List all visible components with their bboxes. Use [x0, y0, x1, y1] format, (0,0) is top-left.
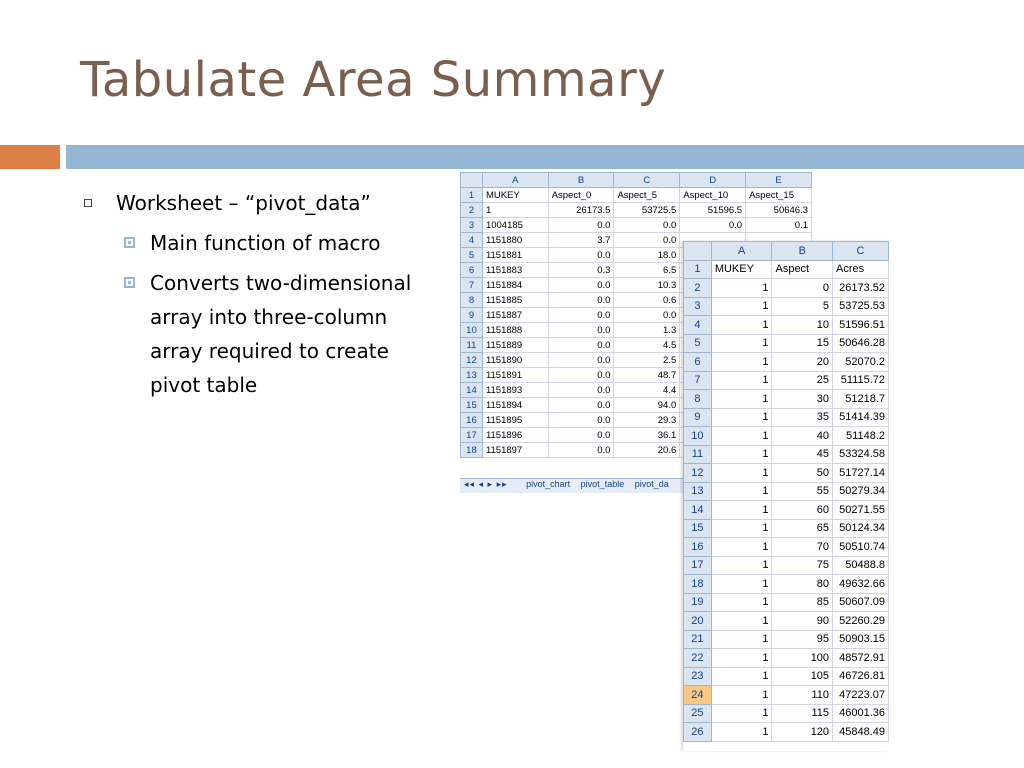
- accent-bar-blue: [66, 145, 1024, 169]
- spreadsheet-grid: [683, 241, 889, 742]
- bullet-worksheet: [80, 186, 440, 220]
- cell[interactable]: 0.0: [614, 308, 680, 323]
- cell[interactable]: 0: [772, 279, 833, 298]
- row-header[interactable]: 5: [461, 248, 483, 263]
- cell[interactable]: 49632.66: [833, 575, 889, 594]
- table-row: [684, 334, 889, 353]
- row-header[interactable]: 13: [461, 368, 483, 383]
- cell[interactable]: 18.0: [614, 248, 680, 263]
- cell[interactable]: 1: [711, 501, 772, 520]
- row-header[interactable]: 23: [684, 667, 712, 686]
- cell[interactable]: 0.0: [548, 443, 614, 458]
- cell[interactable]: 45848.49: [833, 723, 889, 742]
- cell[interactable]: 0.0: [548, 398, 614, 413]
- cell[interactable]: 85: [772, 593, 833, 612]
- cell[interactable]: 1: [711, 279, 772, 298]
- select-all-corner[interactable]: [461, 173, 483, 188]
- bullet-text: Worksheet – “pivot_data”: [116, 191, 371, 215]
- cell[interactable]: 0.0: [548, 293, 614, 308]
- cell[interactable]: 0.0: [548, 428, 614, 443]
- cell[interactable]: Aspect_15: [746, 188, 812, 203]
- cell[interactable]: 52260.29: [833, 612, 889, 631]
- cell[interactable]: 95: [772, 630, 833, 649]
- cell[interactable]: 50646.3: [746, 203, 812, 218]
- cell[interactable]: 26173.5: [548, 203, 614, 218]
- cell[interactable]: 1: [711, 390, 772, 409]
- row-header[interactable]: 1: [684, 260, 712, 279]
- cell[interactable]: 1: [711, 353, 772, 372]
- column-header[interactable]: C: [833, 242, 889, 261]
- row-header[interactable]: 10: [461, 323, 483, 338]
- table-row: [684, 353, 889, 372]
- cell[interactable]: 1: [711, 667, 772, 686]
- row-header[interactable]: 15: [461, 398, 483, 413]
- cell[interactable]: 1: [711, 427, 772, 446]
- row-header[interactable]: 8: [684, 390, 712, 409]
- bullet-text: Main function of macro: [150, 231, 381, 255]
- cell[interactable]: 1: [711, 686, 772, 705]
- row-header[interactable]: 21: [684, 630, 712, 649]
- cell[interactable]: 0.0: [680, 218, 746, 233]
- cell[interactable]: 1151891: [482, 368, 548, 383]
- spreadsheet-three-column: [683, 241, 889, 751]
- cell[interactable]: 1151897: [482, 443, 548, 458]
- row-header[interactable]: 14: [461, 383, 483, 398]
- cell[interactable]: 94.0: [614, 398, 680, 413]
- cell[interactable]: 1: [711, 464, 772, 483]
- cell[interactable]: 1151893: [482, 383, 548, 398]
- column-header[interactable]: E: [746, 173, 812, 188]
- row-header[interactable]: 2: [684, 279, 712, 298]
- cell[interactable]: 1151884: [482, 278, 548, 293]
- cell[interactable]: 0.0: [548, 218, 614, 233]
- cell[interactable]: 1: [711, 593, 772, 612]
- cell[interactable]: 50279.34: [833, 482, 889, 501]
- cell[interactable]: 50488.8: [833, 556, 889, 575]
- row-header[interactable]: 17: [461, 428, 483, 443]
- cell[interactable]: 110: [772, 686, 833, 705]
- row-header[interactable]: 6: [461, 263, 483, 278]
- cell[interactable]: 26173.52: [833, 279, 889, 298]
- table-row: [684, 538, 889, 557]
- cell[interactable]: 4.4: [614, 383, 680, 398]
- cell[interactable]: 60: [772, 501, 833, 520]
- cell[interactable]: 75: [772, 556, 833, 575]
- cell[interactable]: Acres: [833, 260, 889, 279]
- table-row: [684, 630, 889, 649]
- cell[interactable]: 100: [772, 649, 833, 668]
- tab-pivot-table[interactable]: pivot_table: [580, 479, 625, 489]
- bullet-text: Converts two-dimensional array into three-column array required to create pivot table: [150, 271, 412, 397]
- cell[interactable]: 1: [711, 704, 772, 723]
- cell[interactable]: 1151883: [482, 263, 548, 278]
- cell[interactable]: 1: [711, 482, 772, 501]
- sheet-tab-bar: [460, 478, 710, 493]
- cell[interactable]: 48572.91: [833, 649, 889, 668]
- cell[interactable]: 53324.58: [833, 445, 889, 464]
- cell[interactable]: 0.0: [548, 248, 614, 263]
- row-header[interactable]: 9: [461, 308, 483, 323]
- slide-title: Tabulate Area Summary: [80, 52, 667, 108]
- row-header[interactable]: 10: [684, 427, 712, 446]
- column-header[interactable]: C: [614, 173, 680, 188]
- cell[interactable]: 50646.28: [833, 334, 889, 353]
- table-row: [684, 482, 889, 501]
- cell[interactable]: 0.0: [614, 233, 680, 248]
- row-header[interactable]: 7: [461, 278, 483, 293]
- cell[interactable]: 0.0: [548, 413, 614, 428]
- cell[interactable]: 1: [711, 334, 772, 353]
- table-row: [461, 203, 812, 218]
- cell[interactable]: Aspect_10: [680, 188, 746, 203]
- table-row: [684, 371, 889, 390]
- table-row: [684, 501, 889, 520]
- row-header[interactable]: 15: [684, 519, 712, 538]
- cell[interactable]: 1151890: [482, 353, 548, 368]
- cell[interactable]: Aspect: [772, 260, 833, 279]
- cell[interactable]: 0.0: [548, 353, 614, 368]
- cell[interactable]: 0.0: [614, 218, 680, 233]
- row-header[interactable]: 12: [684, 464, 712, 483]
- row-header[interactable]: 4: [461, 233, 483, 248]
- table-row: [684, 667, 889, 686]
- cell[interactable]: 1: [711, 612, 772, 631]
- table-row: [684, 316, 889, 335]
- table-row: [684, 612, 889, 631]
- row-header[interactable]: 19: [684, 593, 712, 612]
- column-header[interactable]: A: [711, 242, 772, 261]
- bullet-converts: [80, 266, 440, 402]
- table-row: [684, 593, 889, 612]
- row-header[interactable]: 3: [461, 218, 483, 233]
- cell[interactable]: 36.1: [614, 428, 680, 443]
- cell[interactable]: 1: [711, 538, 772, 557]
- cell[interactable]: 50271.55: [833, 501, 889, 520]
- row-header[interactable]: 4: [684, 316, 712, 335]
- cell[interactable]: 40: [772, 427, 833, 446]
- row-header[interactable]: 18: [461, 443, 483, 458]
- select-all-corner[interactable]: [684, 242, 712, 261]
- row-header[interactable]: 17: [684, 556, 712, 575]
- cell[interactable]: MUKEY: [482, 188, 548, 203]
- cell[interactable]: 47223.07: [833, 686, 889, 705]
- cell[interactable]: 50607.09: [833, 593, 889, 612]
- row-header[interactable]: 16: [684, 538, 712, 557]
- cell[interactable]: MUKEY: [711, 260, 772, 279]
- sheet-nav-arrows-icon[interactable]: ◂◂ ◂ ▸ ▸▸: [464, 479, 508, 489]
- row-header[interactable]: 11: [684, 445, 712, 464]
- cell[interactable]: 1151894: [482, 398, 548, 413]
- cell[interactable]: 1: [711, 316, 772, 335]
- cell[interactable]: 1: [711, 519, 772, 538]
- cell[interactable]: 1: [711, 556, 772, 575]
- cell[interactable]: 1: [711, 408, 772, 427]
- cell[interactable]: 0.0: [548, 278, 614, 293]
- table-row: [684, 297, 889, 316]
- cell[interactable]: 35: [772, 408, 833, 427]
- accent-bar-orange: [0, 145, 60, 169]
- cell[interactable]: 1004185: [482, 218, 548, 233]
- cell[interactable]: 0.0: [548, 308, 614, 323]
- row-header[interactable]: 8: [461, 293, 483, 308]
- cell[interactable]: 51115.72: [833, 371, 889, 390]
- cell[interactable]: 90: [772, 612, 833, 631]
- table-row: [684, 445, 889, 464]
- cell[interactable]: 1: [711, 630, 772, 649]
- cell[interactable]: 51414.39: [833, 408, 889, 427]
- cell[interactable]: 1: [711, 723, 772, 742]
- cell[interactable]: 1: [711, 297, 772, 316]
- cell[interactable]: 10.3: [614, 278, 680, 293]
- cell[interactable]: 51218.7: [833, 390, 889, 409]
- cell[interactable]: 51596.51: [833, 316, 889, 335]
- cell[interactable]: 1151881: [482, 248, 548, 263]
- cell[interactable]: 46726.81: [833, 667, 889, 686]
- cell[interactable]: 4.5: [614, 338, 680, 353]
- column-header[interactable]: D: [680, 173, 746, 188]
- row-header[interactable]: 22: [684, 649, 712, 668]
- table-row: [684, 575, 889, 594]
- cell[interactable]: 105: [772, 667, 833, 686]
- row-header[interactable]: 25: [684, 704, 712, 723]
- cell[interactable]: 1: [711, 445, 772, 464]
- cell[interactable]: 50124.34: [833, 519, 889, 538]
- cell[interactable]: 0.0: [548, 368, 614, 383]
- table-row: [684, 390, 889, 409]
- row-header[interactable]: 7: [684, 371, 712, 390]
- tab-pivot-data[interactable]: pivot_da: [634, 479, 669, 489]
- cell[interactable]: 1151888: [482, 323, 548, 338]
- table-row: [684, 723, 889, 742]
- bullet-list: [80, 186, 440, 402]
- row-header[interactable]: 16: [461, 413, 483, 428]
- cell[interactable]: 50903.15: [833, 630, 889, 649]
- cell[interactable]: 0.0: [548, 383, 614, 398]
- cell[interactable]: 0.6: [614, 293, 680, 308]
- square-bullet-icon: [124, 277, 135, 288]
- table-row: [684, 279, 889, 298]
- cell[interactable]: 55: [772, 482, 833, 501]
- cell[interactable]: 0.1: [746, 218, 812, 233]
- cell[interactable]: 70: [772, 538, 833, 557]
- cell[interactable]: 50: [772, 464, 833, 483]
- cell[interactable]: 51727.14: [833, 464, 889, 483]
- cell[interactable]: 53725.5: [614, 203, 680, 218]
- cell[interactable]: 52070.2: [833, 353, 889, 372]
- cell[interactable]: 0.0: [548, 323, 614, 338]
- cell[interactable]: 20: [772, 353, 833, 372]
- row-header[interactable]: 1: [461, 188, 483, 203]
- cell[interactable]: 51596.5: [680, 203, 746, 218]
- row-header[interactable]: 2: [461, 203, 483, 218]
- table-row: [684, 464, 889, 483]
- table-row: [684, 704, 889, 723]
- table-row: [684, 519, 889, 538]
- row-header[interactable]: 5: [684, 334, 712, 353]
- cell[interactable]: Aspect_5: [614, 188, 680, 203]
- bullet-main-function: [80, 226, 440, 260]
- cell[interactable]: 53725.53: [833, 297, 889, 316]
- square-bullet-icon: [124, 237, 135, 248]
- cell[interactable]: 1151889: [482, 338, 548, 353]
- cell[interactable]: 5: [772, 297, 833, 316]
- cell[interactable]: 10: [772, 316, 833, 335]
- table-row: [684, 556, 889, 575]
- row-header[interactable]: 24: [684, 686, 712, 705]
- cell[interactable]: 1151880: [482, 233, 548, 248]
- cell[interactable]: 15: [772, 334, 833, 353]
- cell[interactable]: 48.7: [614, 368, 680, 383]
- cell[interactable]: 6.5: [614, 263, 680, 278]
- table-row: [461, 188, 812, 203]
- row-header[interactable]: 14: [684, 501, 712, 520]
- table-row: [684, 649, 889, 668]
- table-row: [684, 427, 889, 446]
- cell[interactable]: 50510.74: [833, 538, 889, 557]
- cell[interactable]: 25: [772, 371, 833, 390]
- table-row: [684, 408, 889, 427]
- row-header[interactable]: 11: [461, 338, 483, 353]
- row-header[interactable]: 20: [684, 612, 712, 631]
- cell[interactable]: 1.3: [614, 323, 680, 338]
- cell[interactable]: 29.3: [614, 413, 680, 428]
- row-header[interactable]: 13: [684, 482, 712, 501]
- square-bullet-icon: [84, 199, 92, 207]
- cell[interactable]: 30: [772, 390, 833, 409]
- row-header[interactable]: 18: [684, 575, 712, 594]
- table-row: [684, 686, 889, 705]
- column-header[interactable]: B: [548, 173, 614, 188]
- column-header[interactable]: B: [772, 242, 833, 261]
- cell[interactable]: 1: [482, 203, 548, 218]
- cell[interactable]: 1151887: [482, 308, 548, 323]
- tab-pivot-chart[interactable]: pivot_chart: [526, 479, 571, 489]
- cell[interactable]: 51148.2: [833, 427, 889, 446]
- row-header[interactable]: 3: [684, 297, 712, 316]
- cell[interactable]: 115: [772, 704, 833, 723]
- cell[interactable]: 45: [772, 445, 833, 464]
- cell[interactable]: Aspect_0: [548, 188, 614, 203]
- cell[interactable]: 46001.36: [833, 704, 889, 723]
- table-row: [461, 218, 812, 233]
- row-header[interactable]: 6: [684, 353, 712, 372]
- cell[interactable]: 1151885: [482, 293, 548, 308]
- cell[interactable]: 1: [711, 649, 772, 668]
- row-header[interactable]: 12: [461, 353, 483, 368]
- row-header[interactable]: 9: [684, 408, 712, 427]
- cell[interactable]: 3.7: [548, 233, 614, 248]
- cell[interactable]: 0.0: [548, 338, 614, 353]
- cell[interactable]: 1: [711, 575, 772, 594]
- cell[interactable]: 0.3: [548, 263, 614, 278]
- cell[interactable]: 80: [772, 575, 833, 594]
- cell[interactable]: 1151895: [482, 413, 548, 428]
- cell[interactable]: 1151896: [482, 428, 548, 443]
- cell[interactable]: 120: [772, 723, 833, 742]
- table-row: [684, 260, 889, 279]
- cell[interactable]: 1: [711, 371, 772, 390]
- row-header[interactable]: 26: [684, 723, 712, 742]
- cell[interactable]: 20.6: [614, 443, 680, 458]
- cell[interactable]: 2.5: [614, 353, 680, 368]
- cell[interactable]: 65: [772, 519, 833, 538]
- column-header[interactable]: A: [482, 173, 548, 188]
